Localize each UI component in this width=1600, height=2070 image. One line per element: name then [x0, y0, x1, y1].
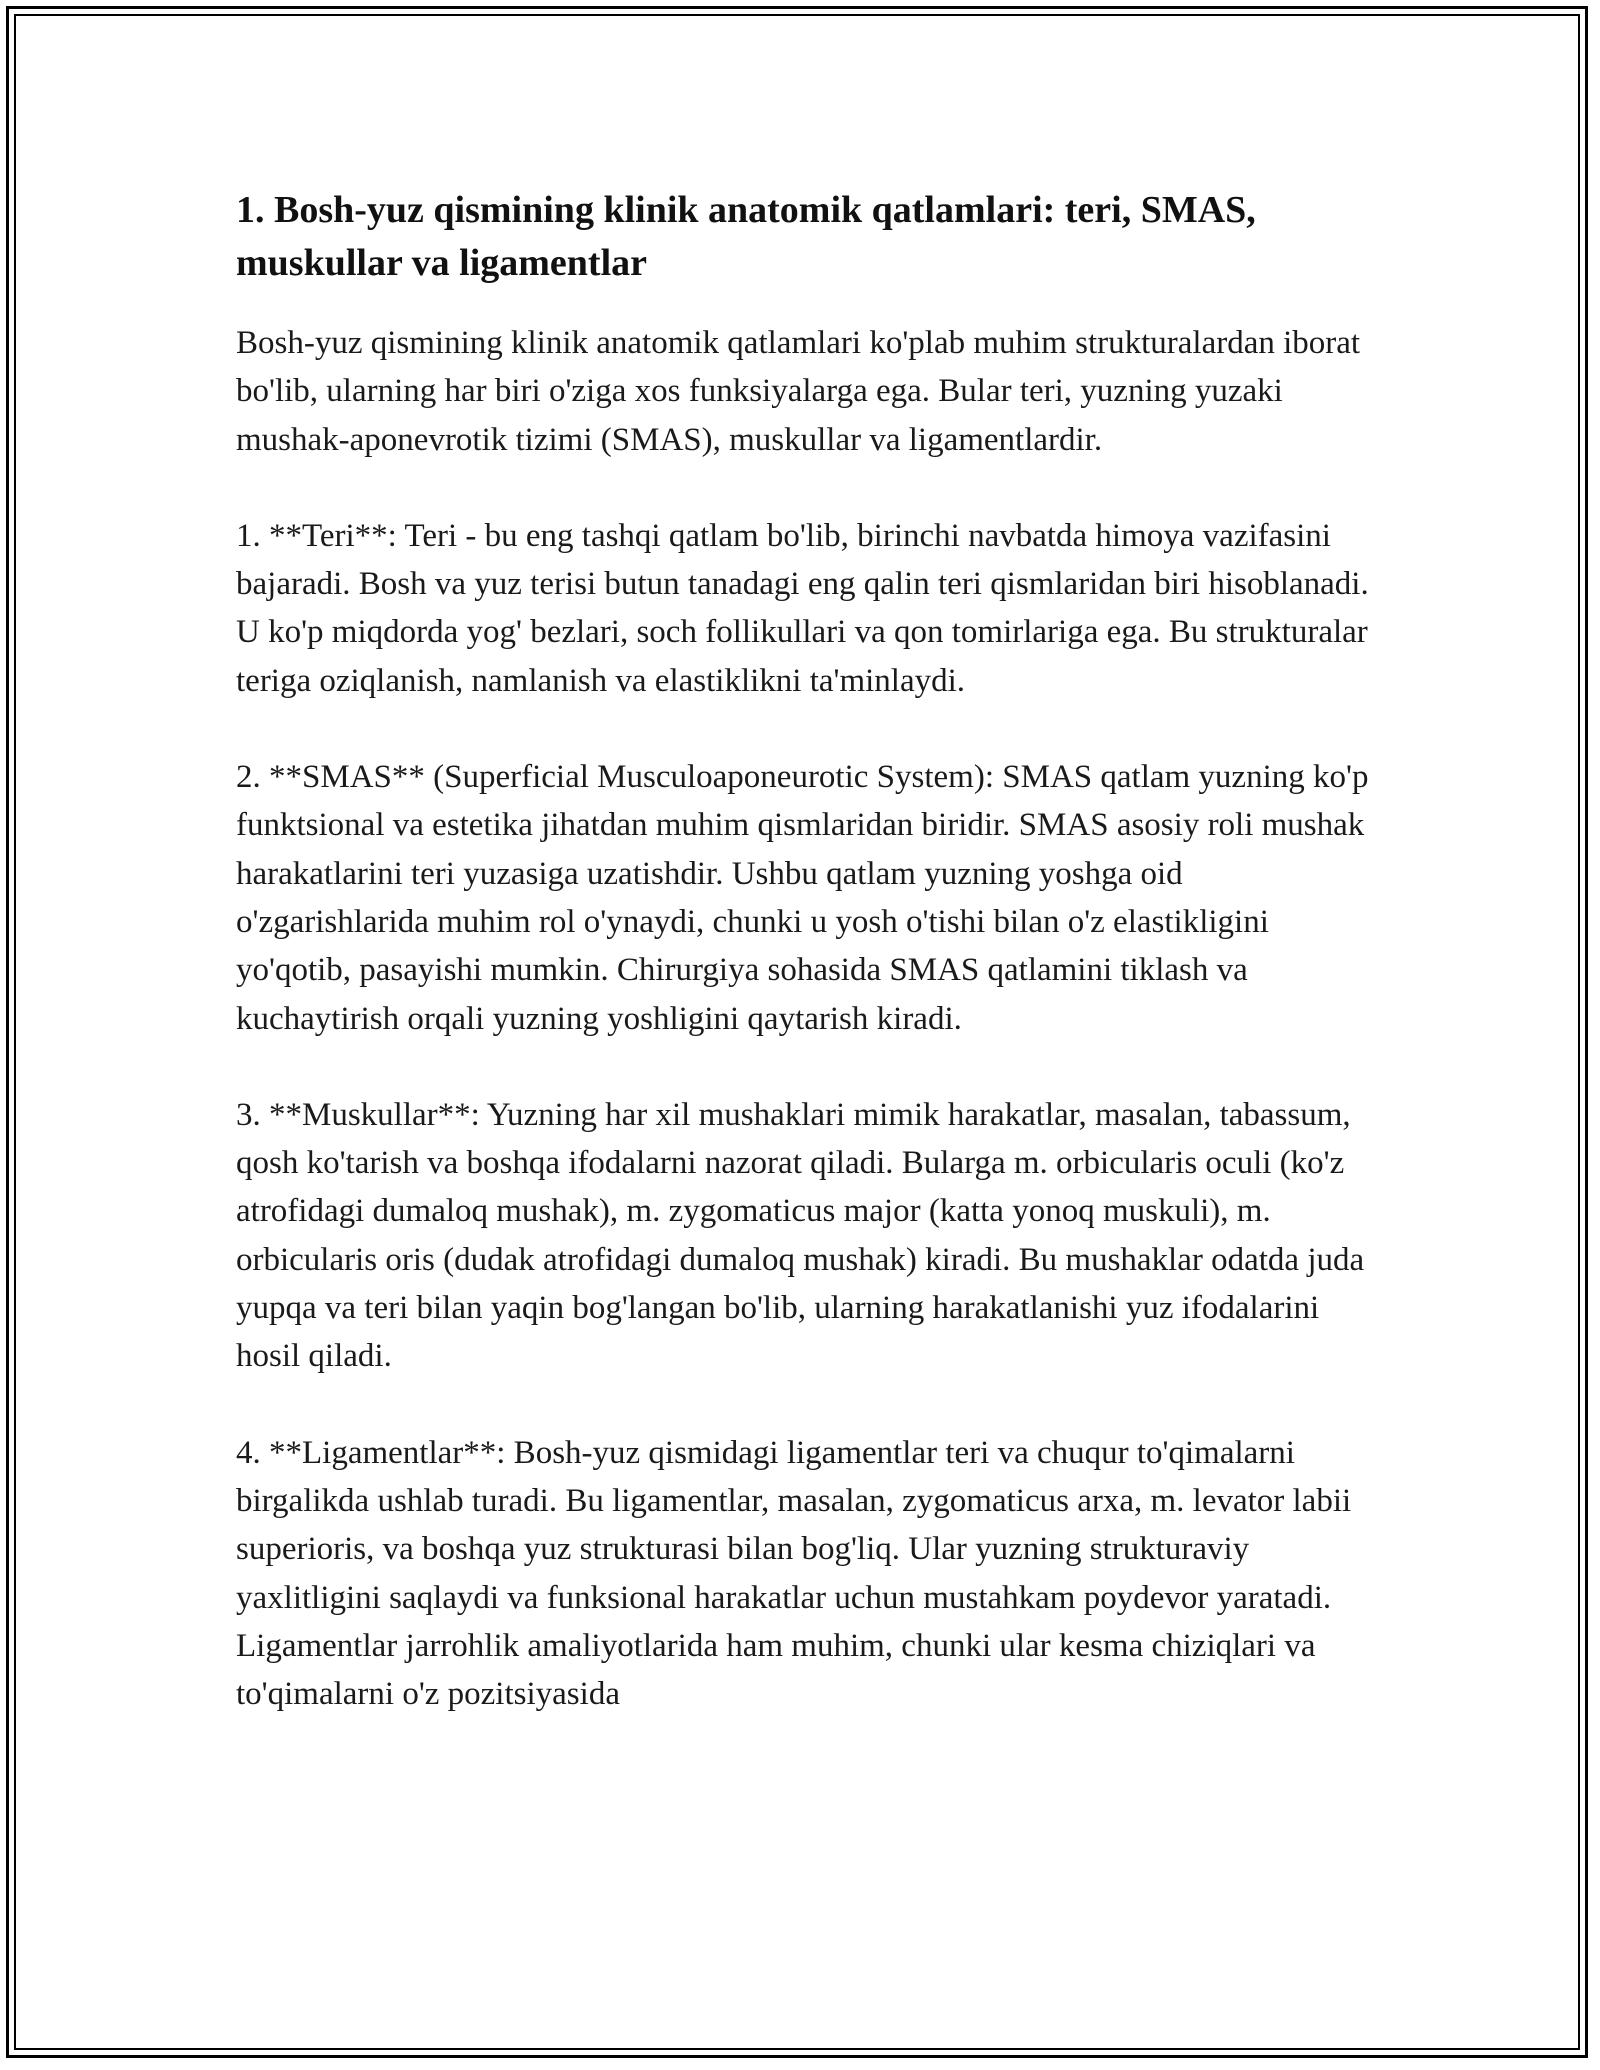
document-body	[236, 184, 1376, 1766]
paragraph-muskullar: 3. **Muskullar**: Yuzning har xil mushaklari mimik harakatlar, masalan, tabassum, qosh ko'tarish va boshqa ifodalarni nazorat qiladi. Bularga m. orbicularis oculi (ko'z atrofidagi dumaloq mushak), m. zygomaticus major (katta yonoq muskuli), m. orbicularis oris (dudak atrofidagi dumaloq mushak) kiradi. Bu mushaklar odatda juda yupqa va teri bilan yaqin bog'langan bo'lib, ularning harakatlanishi yuz ifodalarini hosil qiladi.	[236, 1096, 1365, 1375]
page-title: 1. Bosh-yuz qismining klinik anatomik qatlamlari: teri, SMAS, muskullar va ligamentlar	[236, 189, 1256, 284]
paragraph-teri: 1. **Teri**: Teri - bu eng tashqi qatlam bo'lib, birinchi navbatda himoya vazifasini bajaradi. Bosh va yuz terisi butun tanadagi eng qalin teri qismlaridan biri hisoblanadi. U ko'p miqdorda yog' bezlari, soch follikullari va qon tomirlariga ega. Bu strukturalar teriga oziqlanish, namlanish va elastiklikni ta'minlaydi.	[236, 517, 1369, 699]
paragraph-smas: 2. **SMAS** (Superficial Musculoaponeurotic System): SMAS qatlam yuzning ko'p funktsional va estetika jihatdan muhim qismlaridan biridir. SMAS asosiy roli mushak harakatlarini teri yuzasiga uzatishdir. Ushbu qatlam yuzning yoshga oid o'zgarishlarida muhim rol o'ynaydi, chunki u yosh o'tishi bilan o'z elastikligini yo'qotib, pasayishi mumkin. Chirurgiya sohasida SMAS qatlamini tiklash va kuchaytirish orqali yuzning yoshligini qaytarish kiradi.	[236, 759, 1369, 1037]
paragraph-ligamentlar: 4. **Ligamentlar**: Bosh-yuz qismidagi ligamentlar teri va chuqur to'qimalarni birgalikda ushlab turadi. Bu ligamentlar, masalan, zygomaticus arxa, m. levator labii superioris, va boshqa yuz strukturasi bilan bog'liq. Ular yuzning strukturaviy yaxlitligini saqlaydi va funksional harakatlar uchun mustahkam poydevor yaratadi. Ligamentlar jarrohlik amaliyotlarida ham muhim, chunki ular kesma chiziqlari va to'qimalarni o'z pozitsiyasida	[236, 1434, 1352, 1713]
intro-paragraph: Bosh-yuz qismining klinik anatomik qatlamlari ko'plab muhim strukturalardan iborat bo'lib, ularning har biri o'ziga xos funksiyalarga ega. Bular teri, yuzning yuzaki mushak-aponevrotik tizimi (SMAS), muskullar va ligamentlardir.	[236, 325, 1361, 458]
